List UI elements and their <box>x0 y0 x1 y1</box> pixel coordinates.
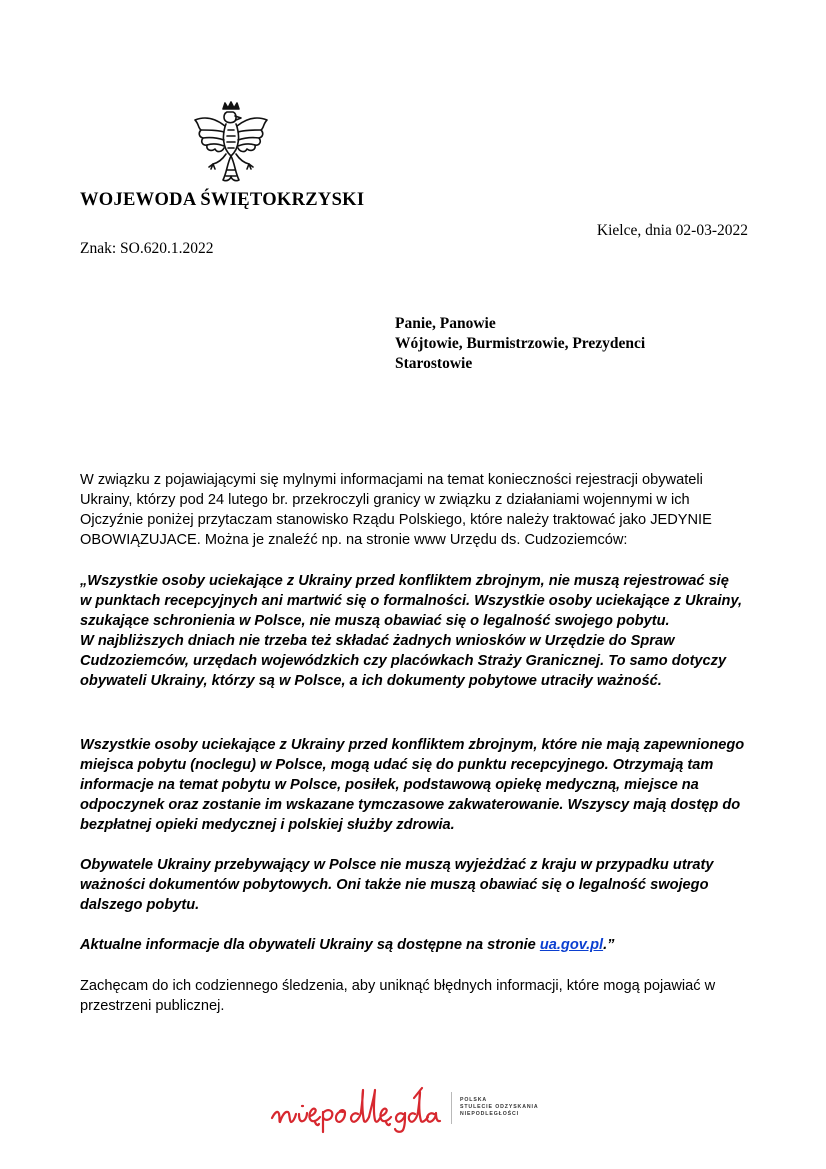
text-line: W związku z pojawiającymi się mylnymi informacjami na temat konieczności rejestracji obywateli <box>80 472 703 488</box>
recipient-line: Wójtowie, Burmistrzowie, Prezydenci <box>395 335 646 352</box>
text-line: informacje na temat pobytu w Polsce, posiłek, podstawową opiekę medyczną, miejsce na <box>80 777 699 793</box>
niepodlegla-wordmark-icon <box>268 1084 444 1134</box>
text-line: Ojczyźnie poniżej przytaczam stanowisko Rządu Polskiego, które należy traktować jako JEDYNIE <box>80 512 712 528</box>
text-line: bezpłatnej opieki medycznej i polskiej służby zdrowia. <box>80 817 455 833</box>
quote-text: Aktualne informacje dla obywateli Ukrainy są dostępne na stronie <box>80 937 540 953</box>
text-line: Ukrainy, którzy pod 24 lutego br. przekroczyli granicy w związku z działaniami wojennymi w ich <box>80 492 690 508</box>
closing-paragraph <box>80 976 748 1016</box>
text-line: Obywatele Ukrainy przebywający w Polsce nie muszą wyjeżdżać z kraju w przypadku utraty <box>80 857 714 873</box>
text-line: Zachęcam do ich codziennego śledzenia, aby uniknąć błędnych informacji, które mogą pojawiać w <box>80 978 716 994</box>
recipient-line: Panie, Panowie <box>395 315 496 332</box>
caption-line: STULECIE ODZYSKANIA <box>460 1104 539 1110</box>
quote-closing: .” <box>603 937 615 953</box>
footer-divider <box>451 1092 452 1124</box>
caption-line: NIEPODLEGŁOŚCI <box>460 1111 520 1117</box>
reference-number: Znak: SO.620.1.2022 <box>80 240 214 257</box>
intro-paragraph <box>80 470 748 550</box>
text-line: „Wszystkie osoby uciekające z Ukrainy przed konfliktem zbrojnym, nie muszą rejestrować się <box>80 573 729 589</box>
text-line: przestrzeni publicznej. <box>80 998 225 1014</box>
text-line: odpoczynek oraz zostanie im wskazane tymczasowe zakwaterowanie. Wszyscy mają dostęp do <box>80 797 741 813</box>
issuer-title: WOJEWODA ŚWIĘTOKRZYSKI <box>80 190 365 210</box>
quote-paragraph-3 <box>80 855 748 915</box>
text-line: dalszego pobytu. <box>80 897 200 913</box>
text-line: obywateli Ukrainy, którzy są w Polsce, a ich dokumenty pobytowe utraciły ważność. <box>80 673 662 689</box>
quote-paragraph-4 <box>80 935 748 955</box>
date-line: Kielce, dnia 02-03-2022 <box>596 222 748 239</box>
recipient-line: Starostowie <box>395 355 473 372</box>
text-line: w punktach recepcyjnych ani martwić się o formalności. Wszystkie osoby uciekające z Ukrainy, <box>80 593 743 609</box>
caption-line: POLSKA <box>460 1097 488 1103</box>
recipients-block <box>395 314 645 374</box>
text-line: Wszystkie osoby uciekające z Ukrainy przed konfliktem zbrojnym, które nie mają zapewnionego <box>80 737 745 753</box>
text-line: Cudzoziemców, urzędach wojewódzkich czy placówkach Straży Granicznej. To samo dotyczy <box>80 653 727 669</box>
polish-eagle-emblem-icon <box>189 100 273 190</box>
text-line: W najbliższych dniach nie trzeba też składać żadnych wniosków w Urzędzie do Spraw <box>80 633 675 649</box>
text-line: ważności dokumentów pobytowych. Oni także nie muszą obawiać się o legalność swojego <box>80 877 709 893</box>
quote-paragraph-1 <box>80 571 748 691</box>
text-line: szukające schronienia w Polsce, nie muszą obawiać się o legalność swojego pobytu. <box>80 613 670 629</box>
ua-gov-link[interactable]: ua.gov.pl <box>539 937 604 953</box>
text-line <box>80 935 748 955</box>
footer-caption <box>460 1097 539 1118</box>
text-line: miejsca pobytu (noclegu) w Polsce, mogą udać się do punktu recepcyjnego. Otrzymają tam <box>80 757 714 773</box>
niepodlegla-logo <box>268 1084 568 1144</box>
text-line: OBOWIĄZUJACE. Można je znaleźć np. na stronie www Urzędu ds. Cudzoziemców: <box>80 532 628 548</box>
quote-paragraph-2 <box>80 735 748 835</box>
